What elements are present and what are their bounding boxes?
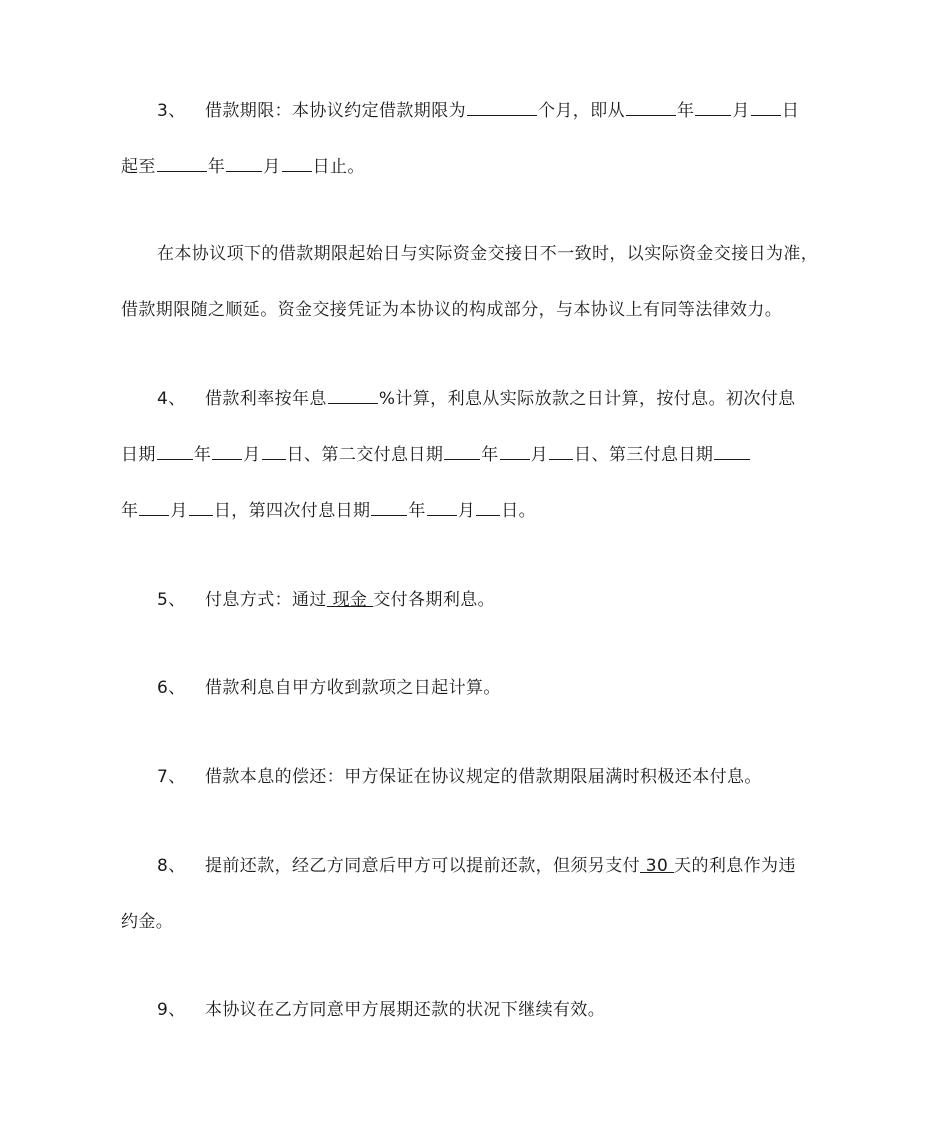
blank-field bbox=[328, 386, 378, 404]
blank-field bbox=[751, 98, 781, 116]
clause-text: 借款利息自甲方收到款项之日起计算。 bbox=[205, 678, 501, 698]
clause-text: 约金。 bbox=[121, 912, 174, 932]
clause-3-line-1 bbox=[157, 98, 869, 123]
clause-text: 起至 bbox=[121, 157, 156, 177]
clause-5-line-1 bbox=[157, 588, 869, 612]
blank-field bbox=[212, 442, 242, 460]
clause-number: 7、 bbox=[157, 767, 186, 787]
clause-text: 借款利率按年息 bbox=[205, 389, 327, 409]
clause-number: 5、 bbox=[157, 590, 186, 610]
clause-4-line-1 bbox=[157, 386, 869, 411]
paragraph-line-1 bbox=[157, 242, 869, 266]
clause-number: 4、 bbox=[157, 389, 186, 409]
paragraph-line-2 bbox=[121, 298, 833, 322]
clause-text: 日。 bbox=[501, 501, 537, 521]
clause-text: 日 bbox=[781, 101, 800, 121]
clause-9-line-1 bbox=[157, 998, 869, 1022]
blank-field bbox=[444, 442, 480, 460]
clause-text: 日、第三付息日期 bbox=[574, 445, 714, 465]
blank-field bbox=[549, 442, 573, 460]
clause-8-line-2 bbox=[121, 910, 833, 934]
blank-field bbox=[189, 498, 213, 516]
clause-4-line-2 bbox=[121, 442, 833, 467]
clause-number: 3、 bbox=[157, 101, 186, 121]
blank-field bbox=[467, 98, 537, 116]
clause-text: 月 bbox=[732, 101, 750, 121]
clause-text: 付息方式：通过 bbox=[205, 590, 327, 610]
clause-text: 天的利息作为违 bbox=[674, 856, 796, 876]
clause-text: 日期 bbox=[121, 445, 156, 465]
blank-field bbox=[476, 498, 500, 516]
blank-field bbox=[626, 98, 676, 116]
blank-field bbox=[157, 154, 207, 172]
underlined-value: 30 bbox=[640, 856, 675, 876]
clause-text: 年 bbox=[207, 157, 226, 177]
clause-text: 日止。 bbox=[312, 157, 365, 177]
clause-text: 年 bbox=[677, 101, 695, 121]
paragraph-text: 借款期限随之顺延。资金交接凭证为本协议的构成部分，与本协议上有同等法律效力。 bbox=[121, 300, 783, 320]
clause-text: 提前还款，经乙方同意后甲方可以提前还款，但须另支付 bbox=[205, 856, 640, 876]
blank-field bbox=[500, 442, 530, 460]
blank-field bbox=[714, 442, 750, 460]
clause-text: 日，第四次付息日期 bbox=[213, 501, 371, 521]
clause-text: 个月，即从 bbox=[538, 101, 625, 121]
blank-field bbox=[371, 498, 407, 516]
clause-text: 年 bbox=[121, 501, 139, 521]
blank-field bbox=[695, 98, 731, 116]
clause-7-line-1 bbox=[157, 765, 869, 789]
clause-text: 月 bbox=[170, 501, 188, 521]
paragraph-text: 在本协议项下的借款期限起始日与实际资金交接日不一致时，以实际资金交接日为准， bbox=[157, 244, 819, 264]
clause-number: 6、 bbox=[157, 678, 186, 698]
clause-number: 8、 bbox=[157, 856, 186, 876]
blank-field bbox=[226, 154, 262, 172]
clause-text: 本协议在乙方同意甲方展期还款的状况下继续有效。 bbox=[205, 1000, 606, 1020]
clause-8-line-1 bbox=[157, 854, 869, 878]
clause-text: 月 bbox=[263, 157, 281, 177]
blank-field bbox=[157, 442, 193, 460]
clause-6-line-1 bbox=[157, 676, 869, 700]
clause-text: %计算，利息从实际放款之日计算，按付息。初次付息 bbox=[378, 389, 796, 409]
blank-field bbox=[282, 154, 312, 172]
clause-text: 年 bbox=[481, 445, 499, 465]
blank-field bbox=[262, 442, 286, 460]
clause-text: 借款本息的偿还：甲方保证在协议规定的借款期限届满时积极还本付息。 bbox=[205, 767, 762, 787]
clause-text: 日、第二交付息日期 bbox=[286, 445, 444, 465]
clause-text: 借款期限：本协议约定借款期限为 bbox=[205, 101, 466, 121]
clause-text: 年 bbox=[408, 501, 426, 521]
clause-text: 月 bbox=[530, 445, 549, 465]
blank-field bbox=[427, 498, 457, 516]
clause-3-line-2 bbox=[121, 154, 833, 179]
clause-text: 月 bbox=[243, 445, 261, 465]
clause-4-line-3 bbox=[121, 498, 833, 523]
clause-text: 交付各期利息。 bbox=[373, 590, 496, 610]
clause-text: 月 bbox=[457, 501, 476, 521]
underlined-value: 现金 bbox=[326, 590, 374, 610]
blank-field bbox=[139, 498, 169, 516]
clause-text: 年 bbox=[193, 445, 212, 465]
clause-number: 9、 bbox=[157, 1000, 186, 1020]
